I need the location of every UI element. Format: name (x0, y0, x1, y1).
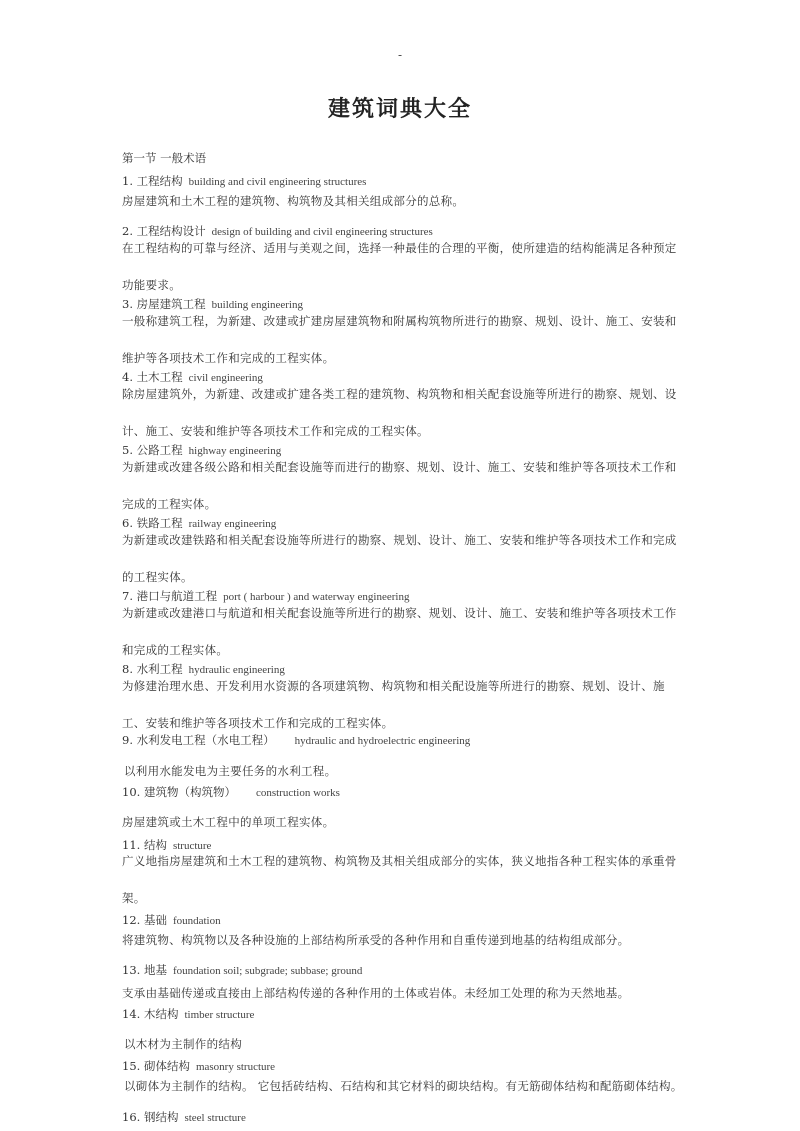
term-definition: 为修建治理水患、开发利用水资源的各项建筑物、构筑物和相关配设施等所进行的勘察、规划、设计、施工、安装和维护等各项技术工作和完成的工程实体。 (122, 679, 665, 730)
term-number-name: 8. 水利工程 (122, 662, 183, 676)
term-heading (122, 732, 470, 748)
term-definition: 广义地指房屋建筑和土木工程的建筑物、构筑物及其相关组成部分的实体，狭义地指各种工程实体的承重骨架。 (122, 854, 677, 905)
term-definition: 以木材为主制作的结构 (124, 1037, 242, 1051)
term-english: structure (172, 840, 212, 852)
term-number-name: 7. 港口与航道工程 (122, 589, 218, 603)
term-definition: 除房屋建筑外，为新建、改建或扩建各类工程的建筑物、构筑物和相关配套设施等所进行的勘察、规划、设计、施工、安装和维护等各项技术工作和完成的工程实体。 (122, 387, 677, 438)
term-definition: 一般称建筑工程，为新建、改建或扩建房屋建筑物和附属构筑物所进行的勘察、规划、设计、施工、安装和维护等各项技术工作和完成的工程实体。 (122, 314, 677, 365)
term-english: railway engineering (188, 518, 277, 530)
term-number-name: 14. 木结构 (122, 1007, 179, 1021)
term-definition: 以利用水能发电为主要任务的水利工程。 (124, 764, 337, 778)
term-english: masonry structure (195, 1061, 276, 1073)
term-number-name: 4. 土木工程 (122, 370, 183, 384)
term-english: foundation (172, 915, 221, 927)
term-number-name: 1. 工程结构 (122, 174, 183, 188)
term-number-name: 6. 铁路工程 (122, 516, 183, 530)
term-number-name: 2. 工程结构设计 (122, 224, 206, 238)
term-number-name: 9. 水利发电工程（水电工程） (122, 733, 275, 747)
page-header-mark: - (397, 48, 403, 62)
term-english: construction works (255, 787, 340, 799)
term-heading (122, 912, 221, 928)
term-heading (122, 1109, 246, 1125)
term-definition: 以砌体为主制作的结构。 它包括砖结构、石结构和其它材料的砌块结构。有无筋砌体结构和配筋砌体结构。 (124, 1079, 683, 1093)
term-english: port ( harbour ) and waterway engineering (223, 591, 410, 603)
term-number-name: 11. 结构 (122, 838, 167, 852)
term-definition: 为新建或改建各级公路和相关配套设施等而进行的勘察、规划、设计、施工、安装和维护等各项技术工作和完成的工程实体。 (122, 460, 677, 511)
term-definition: 将建筑物、构筑物以及各种设施的上部结构所承受的各种作用和自重传递到地基的结构组成部分。 (122, 933, 630, 947)
term-definition: 为新建或改建铁路和相关配套设施等所进行的勘察、规划、设计、施工、安装和维护等各项技术工作和完成的工程实体。 (122, 533, 677, 584)
term-english: building engineering (211, 299, 303, 311)
term-number-name: 10. 建筑物（构筑物） (122, 785, 236, 799)
document-title: 建筑词典大全 (327, 96, 472, 122)
term-number-name: 12. 基础 (122, 913, 167, 927)
term-english: foundation soil; subgrade; subbase; ground (172, 965, 363, 977)
section-heading: 第一节 一般术语 (122, 151, 207, 165)
term-heading (122, 784, 340, 800)
term-definition: 在工程结构的可靠与经济、适用与美观之间，选择一种最佳的合理的平衡，使所建造的结构能满足各种预定功能要求。 (122, 241, 677, 292)
term-english: timber structure (184, 1009, 255, 1021)
term-heading (122, 962, 362, 978)
term-english: building and civil engineering structures (188, 176, 367, 188)
term-definition: 为新建或改建港口与航道和相关配套设施等所进行的勘察、规划、设计、施工、安装和维护等各项技术工作和完成的工程实体。 (122, 606, 677, 657)
term-english: steel structure (184, 1112, 246, 1124)
term-heading (122, 1006, 254, 1022)
term-definition: 房屋建筑或土木工程中的单项工程实体。 (122, 815, 335, 829)
term-definition: 房屋建筑和土木工程的建筑物、构筑物及其相关组成部分的总称。 (122, 194, 465, 208)
term-number-name: 13. 地基 (122, 963, 167, 977)
term-english: civil engineering (188, 372, 263, 384)
term-english: hydraulic and hydroelectric engineering (294, 735, 471, 747)
term-definition: 支承由基础传递或直接由上部结构传递的各种作用的土体或岩体。未经加工处理的称为天然地基。 (122, 986, 630, 1000)
term-english: highway engineering (188, 445, 282, 457)
term-english: design of building and civil engineering structures (211, 226, 433, 238)
term-heading (122, 1058, 275, 1074)
term-number-name: 15. 砌体结构 (122, 1059, 190, 1073)
term-english: hydraulic engineering (188, 664, 285, 676)
term-heading (122, 173, 366, 189)
term-number-name: 16. 钢结构 (122, 1110, 179, 1124)
term-number-name: 5. 公路工程 (122, 443, 183, 457)
term-number-name: 3. 房屋建筑工程 (122, 297, 206, 311)
